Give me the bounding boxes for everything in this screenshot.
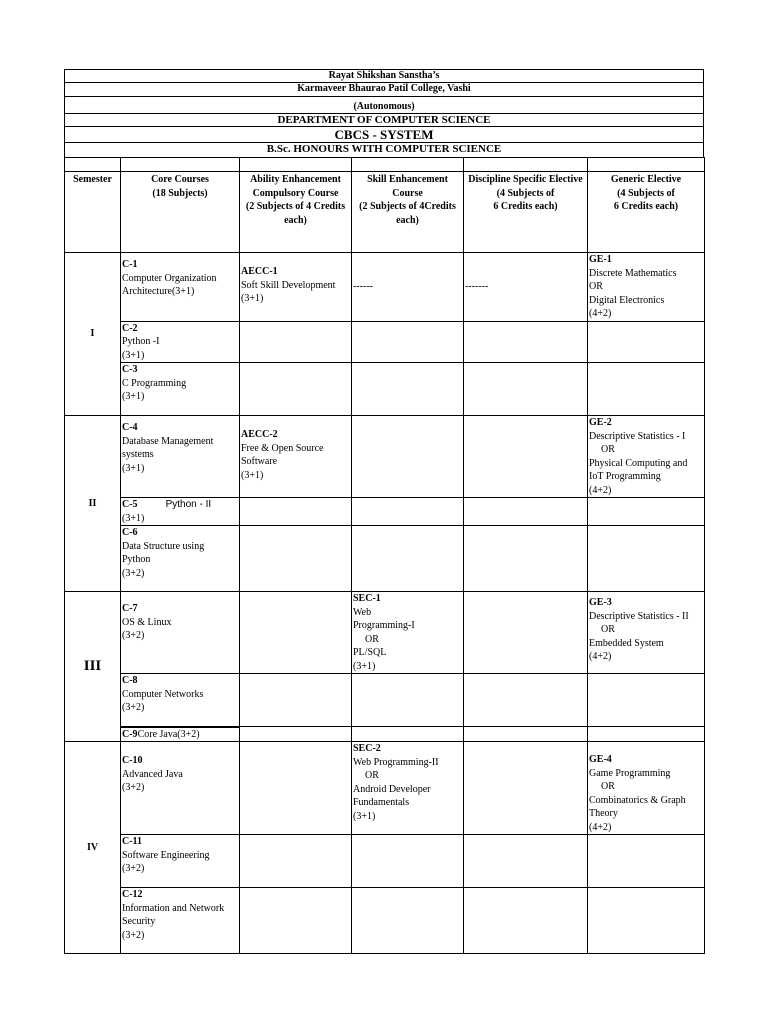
- sem3-row-a: [65, 592, 705, 674]
- course-c1: C-1 Computer Organization Architecture(3+1): [121, 253, 240, 322]
- course-c8: C-8 Computer Networks (3+2): [121, 674, 240, 727]
- course-c9: C-9Core Java(3+2): [121, 727, 240, 742]
- sec-empty-dash: ------: [352, 253, 464, 322]
- header-college: Karmaveer Bhaurao Patil College, Vashi: [64, 82, 704, 97]
- sem4-row-c: [65, 888, 705, 954]
- sem2-row-c: [65, 526, 705, 592]
- aecc-header: Ability Enhancement Compulsory Course (2 Subjects of 4 Credits each): [240, 172, 352, 253]
- sem4-row-b: [65, 835, 705, 888]
- ge-header: Generic Elective (4 Subjects of 6 Credits each): [588, 172, 705, 253]
- semester-label: II: [65, 416, 121, 592]
- course-c3: C-3 C Programming (3+1): [121, 363, 240, 416]
- sem2-row-b: [65, 498, 705, 526]
- course-c6: C-6 Data Structure using Python (3+2): [121, 526, 240, 592]
- ge-3: GE-3 Descriptive Statistics - II OR Embedded System (4+2): [588, 592, 705, 674]
- course-c5: C-5 Python - II (3+1): [121, 498, 240, 526]
- column-header-row: [65, 172, 705, 253]
- core-header: Core Courses (18 Subjects): [121, 172, 240, 253]
- sem2-row-a: [65, 416, 705, 498]
- ge-4: GE-4 Game Programming OR Combinatorics & Graph Theory (4+2): [588, 742, 705, 835]
- header-system: CBCS - SYSTEM: [64, 126, 704, 143]
- sec-2: SEC-2 Web Programming-II OR Android Developer Fundamentals (3+1): [352, 742, 464, 835]
- semester-label: III: [65, 592, 121, 742]
- course-c10: C-10 Advanced Java (3+2): [121, 742, 240, 835]
- course-c7: C-7 OS & Linux (3+2): [121, 592, 240, 674]
- course-c4: C-4 Database Management systems (3+1): [121, 416, 240, 498]
- course-c11: C-11 Software Engineering (3+2): [121, 835, 240, 888]
- aecc-1: AECC-1 Soft Skill Development (3+1): [240, 253, 352, 322]
- semester-header: Semester: [65, 172, 121, 253]
- spacer-row: [65, 158, 705, 172]
- sem1-row-b: [65, 321, 705, 363]
- sem4-row-a: [65, 742, 705, 835]
- header-programme: B.Sc. HONOURS WITH COMPUTER SCIENCE: [64, 142, 704, 158]
- sem1-row-c: [65, 363, 705, 416]
- semester-label: IV: [65, 742, 121, 954]
- header-autonomous: (Autonomous): [64, 96, 704, 114]
- dse-header: Discipline Specific Elective (4 Subjects of 6 Credits each): [464, 172, 588, 253]
- sem3-row-c: [65, 727, 705, 742]
- sem1-row-a: [65, 253, 705, 322]
- header-department: DEPARTMENT OF COMPUTER SCIENCE: [64, 113, 704, 127]
- semester-label: I: [65, 253, 121, 416]
- header-institution: Rayat Shikshan Sanstha’s: [64, 69, 704, 83]
- syllabus-table: [64, 157, 705, 954]
- aecc-2: AECC-2 Free & Open Source Software (3+1): [240, 416, 352, 498]
- course-c12: C-12 Information and Network Security (3+2): [121, 888, 240, 954]
- sec-1: SEC-1 Web Programming-I OR PL/SQL (3+1): [352, 592, 464, 674]
- sem3-row-b: [65, 674, 705, 727]
- sec-header: Skill Enhancement Course (2 Subjects of 4Credits each): [352, 172, 464, 253]
- course-c2: C-2 Python -I (3+1): [121, 321, 240, 363]
- ge-2: GE-2 Descriptive Statistics - I OR Physical Computing and IoT Programming (4+2): [588, 416, 705, 498]
- ge-1: GE-1 Discrete Mathematics OR Digital Electronics (4+2): [588, 253, 705, 322]
- dse-empty-dash: -------: [464, 253, 588, 322]
